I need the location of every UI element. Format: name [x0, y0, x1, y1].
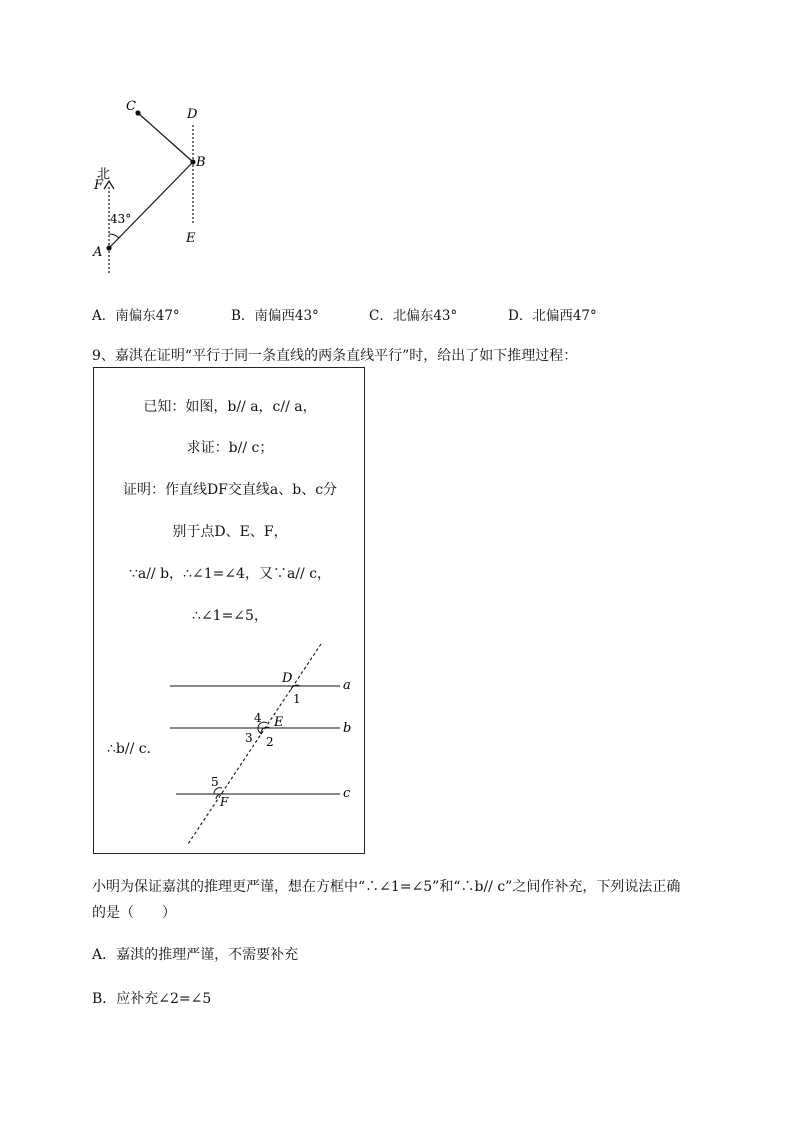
transversal-df — [188, 644, 321, 844]
direction-figure — [85, 95, 225, 285]
label-c: C — [126, 99, 136, 114]
label-north: 北 — [97, 167, 111, 182]
answer-option-a[interactable]: A．嘉淇的推理严谨，不需要补充 — [92, 947, 299, 963]
option-a[interactable]: A．南偏东47° — [92, 308, 180, 324]
fig2-label-5: 5 — [211, 775, 219, 789]
fig2-label-c: c — [343, 786, 351, 801]
point-b-dot — [190, 159, 195, 164]
angle-arc — [109, 234, 119, 238]
fig2-label-3: 3 — [245, 731, 253, 745]
segment-cb — [138, 113, 193, 162]
fig2-label-f: F — [220, 795, 229, 809]
proof-step1: ∵a// b，∴∠1=∠4，又∵a// c， — [128, 566, 332, 582]
label-a: A — [93, 245, 103, 260]
segment-ab — [109, 162, 193, 248]
proof-construct: 证明：作直线DF交直线a、b、c分 — [122, 482, 338, 498]
option-d[interactable]: D．北偏西47° — [508, 308, 597, 324]
label-e: E — [186, 231, 196, 246]
fig2-label-b: b — [343, 721, 352, 736]
label-d: D — [187, 107, 198, 122]
option-b[interactable]: B．南偏西43° — [231, 308, 319, 324]
question9-text: 9、嘉淇在证明“平行于同一条直线的两条直线平行”时，给出了如下推理过程： — [92, 348, 578, 364]
option-c[interactable]: C．北偏东43° — [369, 308, 458, 324]
fig2-label-d: D — [282, 671, 293, 686]
fig2-label-1: 1 — [293, 692, 301, 706]
proof-points: 别于点D、E、F， — [172, 524, 288, 540]
answer-option-b[interactable]: B．应补充∠2=∠5 — [92, 991, 212, 1007]
label-f: F — [94, 178, 104, 193]
proof-conclusion: ∴b// c． — [107, 741, 161, 757]
label-b: B — [196, 155, 206, 170]
parallel-lines-figure — [164, 638, 364, 848]
fig2-label-a: a — [343, 678, 351, 693]
followup-question-line1: 小明为保证嘉淇的推理更严谨，想在方框中“∴∠1=∠5”和“∴b// c”之间作补充，下列说法正确 — [92, 879, 681, 895]
point-a-dot — [106, 245, 111, 250]
proof-given: 已知：如图，b// a，c// a， — [143, 399, 317, 415]
proof-box — [93, 367, 365, 854]
fig2-label-2: 2 — [266, 735, 274, 749]
fig2-label-4: 4 — [254, 711, 262, 725]
fig2-label-e: E — [274, 715, 284, 730]
proof-prove: 求证：b// c； — [186, 440, 274, 456]
proof-step2: ∴∠1=∠5， — [192, 608, 268, 624]
question8-options — [92, 304, 732, 324]
point-c-dot — [135, 110, 140, 115]
label-angle: 43° — [110, 212, 132, 226]
followup-question-line2: 的是（ ） — [92, 905, 176, 921]
